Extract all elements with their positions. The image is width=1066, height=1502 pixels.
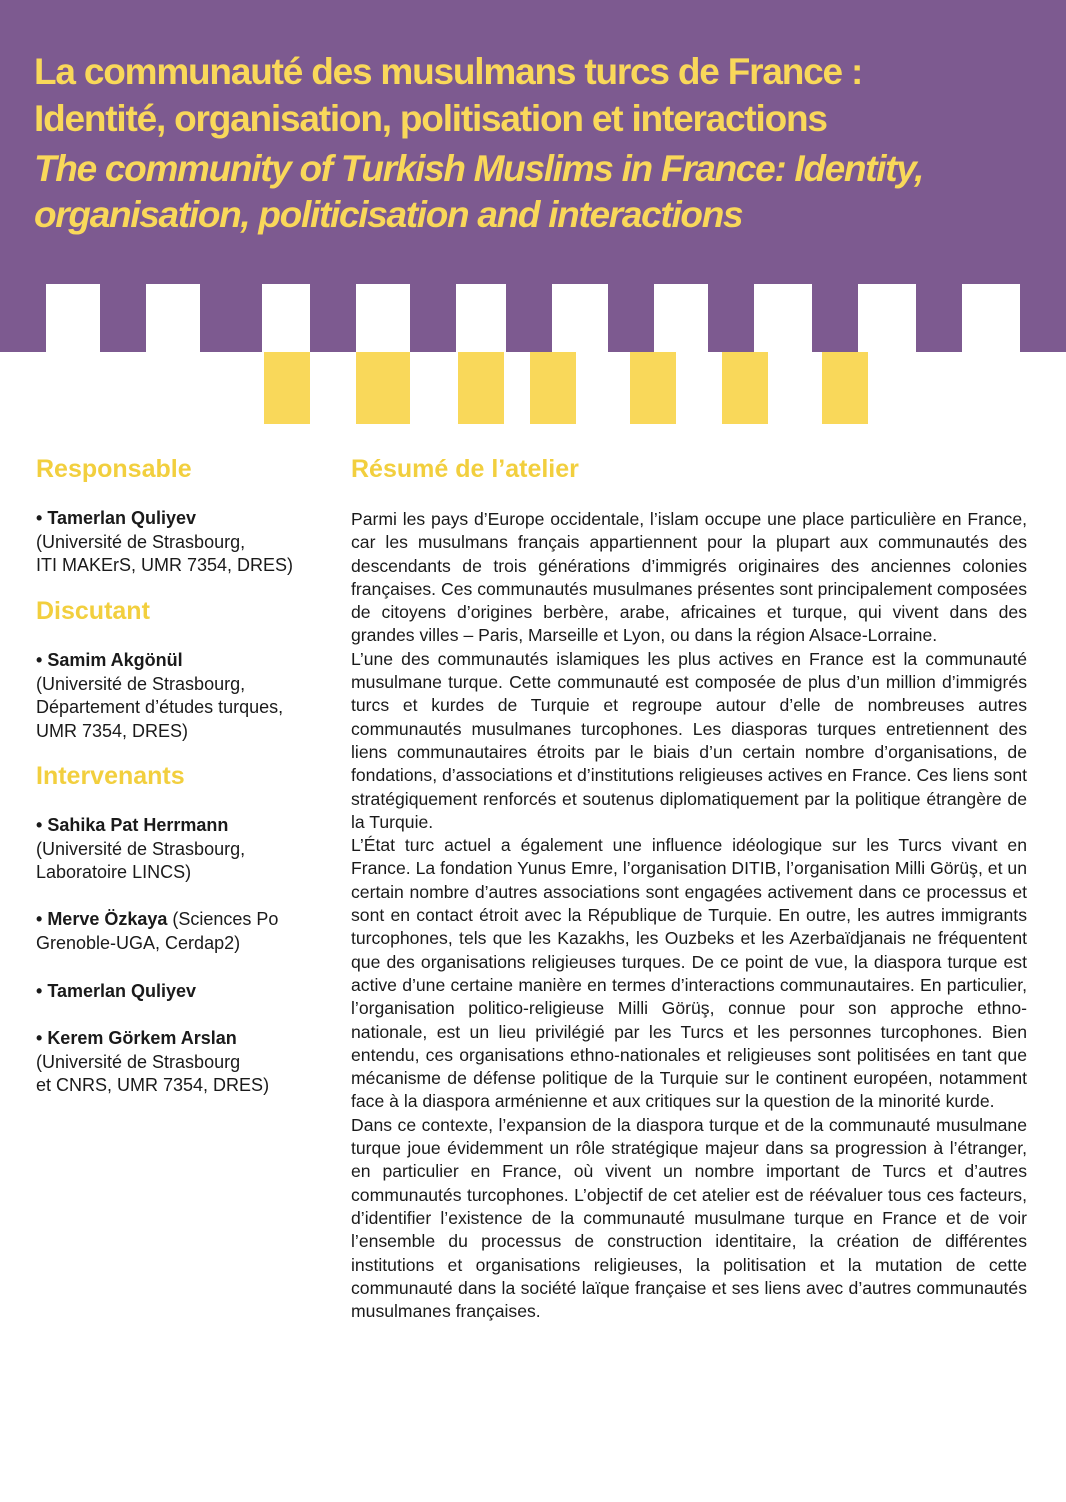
header-band — [0, 0, 1066, 284]
affiliation-line: Grenoble-UGA, Cerdap2) — [36, 932, 241, 953]
person-name: Merve Özkaya — [47, 909, 168, 929]
intervenant-entry — [36, 980, 326, 1004]
title-english-line-2: organisation, politicisation and interactions — [34, 194, 743, 235]
title-french — [34, 48, 1034, 142]
intervenant-entry — [36, 1027, 326, 1098]
summary-body — [351, 508, 1027, 1323]
summary-paragraph: Dans ce contexte, l’expansion de la diaspora turque et de la communauté musulmane turque joue évidemment un rôle stratégique majeur dans sa progression à l’étranger, en particulier en France, où vivent un nombre important de Turcs et d’autres communautés turcophones. L’objectif de cet atelier est de réévaluer tous ces facteurs, d’identifier l’existence de la communauté musulmane turque en France et de voir l’ensemble du processus de construction identitaire, la création de différentes institutions et organisations religieuses, la politisation et la mutation de cette communauté dans la société laïque française et ses liens avec d’autres communautés musulmanes françaises. — [351, 1114, 1027, 1322]
person-name: Kerem Görkem Arslan — [47, 1028, 237, 1048]
affiliation-inline: (Sciences Po — [167, 909, 279, 929]
summary-paragraph: Parmi les pays d’Europe occidentale, l’islam occupe une place particulière en France, car les musulmans français appartiennent pour la plupart aux communautés des descendants de trois générations d’immigrés originaires des anciennes colonies françaises. Ces communautés musulmanes présentes sont principalement composées de citoyens d’origines berbère, arabe, africaines et turque, qui vivent dans des grandes villes – Paris, Marseille et Lyon, ou dans la région Alsace-Lorraine. — [351, 509, 1027, 646]
affiliation-line: (Université de Strasbourg, — [36, 838, 246, 859]
checker-block — [630, 352, 676, 424]
intervenant-entry — [36, 814, 326, 885]
checker-block — [812, 284, 858, 352]
intervenant-entry — [36, 908, 326, 955]
checker-block — [310, 284, 356, 352]
discutant-heading: Discutant — [36, 597, 150, 625]
checker-block — [608, 284, 654, 352]
title-english — [34, 146, 1044, 238]
summary-paragraph: L’État turc actuel a également une influence idéologique sur les Turcs vivant en France. La fondation Yunus Emre, l’organisation DITIB, l’organisation Milli Görüş, et un certain nombre d’autres associations sont engagées activement dans ce processus et sont en contact étroit avec la République de Turquie. En outre, les autres immigrants turcophones, tels que les Kazakhs, les Ouzbeks et les Azerbaïdjanais ne fréquentent que des organisations religieuses turques. De ce point de vue, la diaspora turque est active d’une certaine manière en termes d’interactions communautaires. En particulier, l’organisation politico-religieuse Milli Görüş, connue pour son approche ethno-nationale, est un lieu privilégié par les Turcs et les personnes turcophones. Bien entendu, ces organisations ethno-nationales et religieuses sont politisées en tant que mécanisme de défense politique de la Turquie sur le continent européen, notamment face à la diaspora arménienne et aux critiques sur la question de la minorité kurde. — [351, 835, 1027, 1112]
intervenants-heading: Intervenants — [36, 762, 185, 790]
summary-paragraph: L’une des communautés islamiques les plus actives en France est la communauté musulmane turque. Cette communauté est composée de plus d’un million d’immigrés turcs et kurdes de Turquie et regroupe autour d’elle de nombreuses autres communautés musulmanes turcophones. Les diasporas turques entretiennent des liens communautaires étroits par le biais d’un certain nombre d’organisations, de fondations, d’associations et d’institutions religieuses actives en France. Ces liens sont stratégiquement renforcés et soutenus diplomatiquement par la politique étrangère de la Turquie. — [351, 648, 1027, 832]
affiliation-line: Département d’études turques, — [36, 697, 284, 717]
person-name: Samim Akgönül — [47, 650, 183, 670]
bullet: • — [36, 815, 48, 835]
affiliation-line: et CNRS, UMR 7354, DRES) — [36, 1075, 270, 1095]
checker-block — [264, 352, 310, 424]
checker-block — [356, 352, 410, 424]
checker-block — [916, 284, 962, 352]
affiliation-line: (Université de Strasbourg, — [36, 531, 246, 552]
affiliation-line: (Université de Strasbourg — [36, 1051, 241, 1072]
title-french-line-1: La communauté des musulmans turcs de France : — [34, 51, 863, 92]
checker-block — [410, 284, 456, 352]
summary-heading: Résumé de l’atelier — [351, 455, 579, 483]
affiliation-line: UMR 7354, DRES) — [36, 720, 189, 741]
bullet: • — [36, 909, 48, 929]
checker-block — [200, 284, 262, 352]
checker-block — [722, 352, 768, 424]
checker-block — [506, 284, 552, 352]
checker-block — [530, 352, 576, 424]
checker-block — [100, 284, 146, 352]
bullet: • — [36, 1028, 48, 1048]
title-english-line-1: The community of Turkish Muslims in France: Identity, — [34, 148, 924, 189]
person-name: Tamerlan Quliyev — [47, 508, 197, 528]
person-name: Sahika Pat Herrmann — [47, 815, 229, 835]
affiliation-line: Laboratoire LINCS) — [36, 862, 192, 882]
checker-block — [822, 352, 868, 424]
checker-block — [1020, 284, 1066, 352]
affiliation-line: ITI MAKErS, UMR 7354, DRES) — [36, 555, 294, 575]
bullet: • — [36, 508, 48, 528]
affiliation-line: (Université de Strasbourg, — [36, 673, 246, 694]
person-name: Tamerlan Quliyev — [47, 981, 197, 1001]
bullet: • — [36, 981, 48, 1001]
checker-block — [458, 352, 504, 424]
responsable-heading: Responsable — [36, 455, 192, 483]
discutant-entry — [36, 649, 326, 743]
checker-block — [708, 284, 754, 352]
title-french-line-2: Identité, organisation, politisation et interactions — [34, 98, 827, 139]
checker-block — [0, 284, 46, 352]
bullet: • — [36, 650, 48, 670]
responsable-entry — [36, 507, 326, 578]
